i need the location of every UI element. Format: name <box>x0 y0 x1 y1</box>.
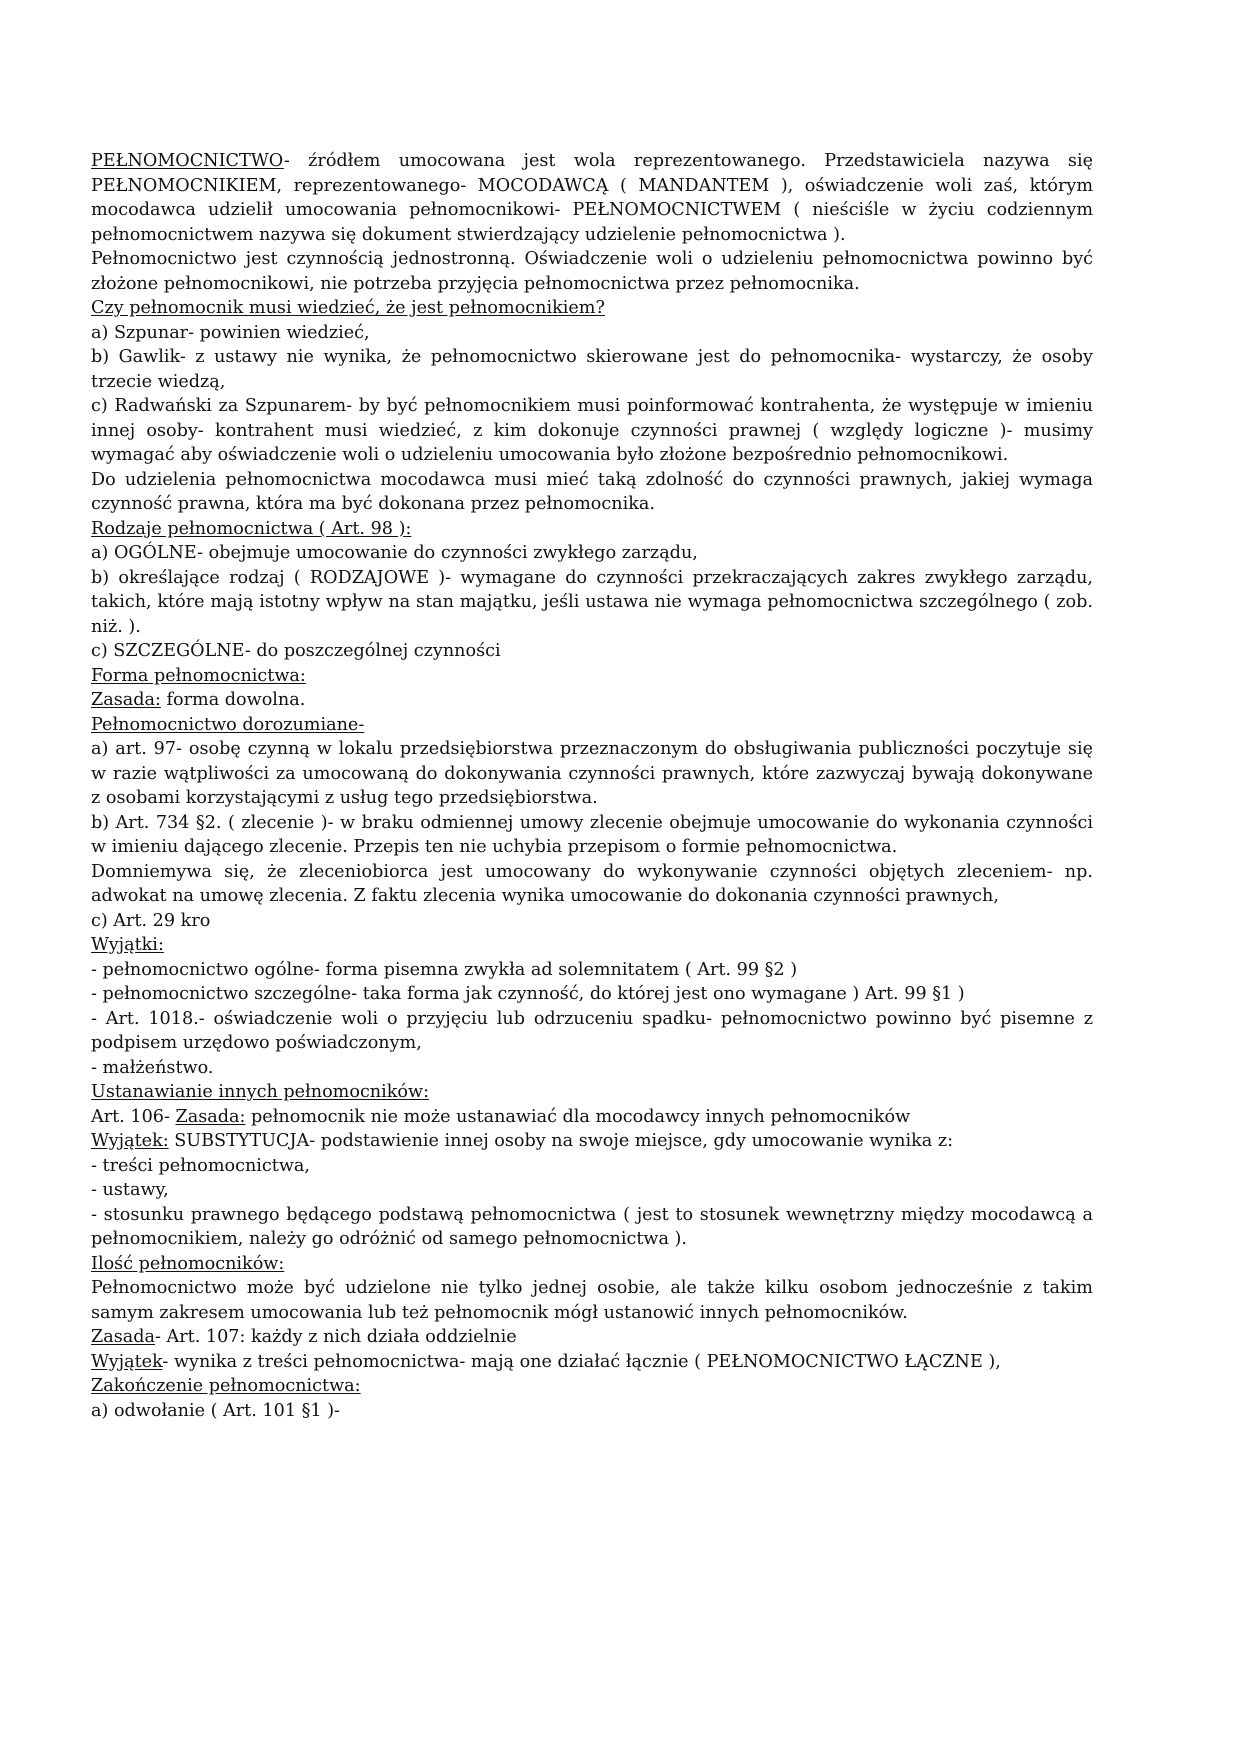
types-heading: Rodzaje pełnomocnictwa ( Art. 98 ): <box>91 518 412 539</box>
substitution-heading: Ustanawianie innych pełnomocników: <box>91 1082 430 1102</box>
substitution-exception-label: Wyjątek: <box>91 1131 169 1151</box>
implied-item-c: c) Art. 29 kro <box>91 910 211 931</box>
capacity-paragraph: Do udzielenia pełnomocnictwa mocodawca musi mieć taką zdolność do czynności prawnych, jakiej wymaga czynność prawna, która ma być dokonana przez pełnomocnika. <box>91 469 1093 514</box>
exceptions-heading: Wyjątki: <box>91 935 164 955</box>
implied-heading: Pełnomocnictwo dorozumiane- <box>91 714 365 735</box>
question-heading: Czy pełnomocnik musi wiedzieć, że jest pełnomocnikiem? <box>91 298 605 318</box>
unilateral-paragraph: Pełnomocnictwo jest czynnością jednostronną. Oświadczenie woli o udzieleniu pełnomocnictwa powinno być złożone pełnomocnikowi, nie potrzeba przyjęcia pełnomocnictwa przez pełnomocnika. <box>91 249 1093 294</box>
count-rule <box>91 1325 1093 1350</box>
intro-paragraph <box>91 149 1093 247</box>
question-item-c: c) Radwański za Szpunarem- by być pełnomocnikiem musi poinformować kontrahenta, że występuje w imieniu innej osoby- kontrahent musi wiedzieć, z kim dokonuje czynności prawnej ( względy logiczne )- musimy wymagać aby oświadczenie woli o udzieleniu umocowania było złożone bezpośrednio pełnomocnikowi. <box>91 396 1093 465</box>
substitution-rule-prefix: Art. 106- <box>91 1106 176 1127</box>
exception-item-1: - pełnomocnictwo ogólne- forma pisemna zwykła ad solemnitatem ( Art. 99 §2 ) <box>91 959 798 980</box>
exception-item-3: - Art. 1018.- oświadczenie woli o przyjęciu lub odrzuceniu spadku- pełnomocnictwo powinno być pisemne z podpisem urzędowo poświadczonym, <box>91 1008 1093 1053</box>
form-heading: Forma pełnomocnictwa: <box>91 665 306 686</box>
form-rule-text: forma dowolna. <box>160 690 306 710</box>
implied-item-a: a) art. 97- osobę czynną w lokalu przedsiębiorstwa przeznaczonym do obsługiwania publiczności poczytuje się w razie wątpliwości za umocowaną do dokonywania czynności prawnych, które zazwyczaj bywają dokonywane z osobami korzystającymi z usług tego przedsiębiorstwa. <box>91 739 1093 808</box>
types-item-c: c) SZCZEGÓLNE- do poszczególnej czynności <box>91 641 501 661</box>
count-paragraph: Pełnomocnictwo może być udzielone nie tylko jednej osobie, ale także kilku osobom jednocześnie z takim samym zakresem umocowania lub też pełnomocnik mógł ustanowić innych pełnomocników. <box>91 1278 1093 1323</box>
count-rule-label: Zasada <box>91 1327 155 1347</box>
types-item-b: b) określające rodzaj ( RODZAJOWE )- wymagane do czynności przekraczających zakres zwykłego zarządu, takich, które mają istotny wpływ na stan majątku, jeśli ustawa nie wymaga pełnomocnictwa szczególnego ( zob. niż. ). <box>91 567 1093 637</box>
exception-item-2: - pełnomocnictwo szczególne- taka forma jak czynność, do której jest ono wymagane ) Art. 99 §1 ) <box>91 984 965 1004</box>
term-pelnomocnictwo: PEŁNOMOCNICTWO <box>91 151 284 171</box>
substitution-rule-text: pełnomocnik nie może ustanawiać dla mocodawcy innych pełnomocników <box>245 1106 911 1127</box>
count-exception-label: Wyjątek <box>91 1351 163 1372</box>
question-item-b: b) Gawlik- z ustawy nie wynika, że pełnomocnictwo skierowane jest do pełnomocnika- wystarczy, że osoby trzecie wiedzą, <box>91 347 1093 392</box>
question-item-a: a) Szpunar- powinien wiedzieć, <box>91 322 370 343</box>
substitution-rule <box>91 1105 1093 1130</box>
substitution-rule-label: Zasada: <box>175 1106 246 1127</box>
count-heading: Ilość pełnomocników: <box>91 1253 285 1274</box>
substitution-exception <box>91 1129 1093 1154</box>
form-rule <box>91 688 1093 713</box>
types-item-a: a) OGÓLNE- obejmuje umocowanie do czynności zwykłego zarządu, <box>91 543 698 563</box>
substitution-item-3: - stosunku prawnego będącego podstawą pełnomocnictwa ( jest to stosunek wewnętrzny między mocodawcą a pełnomocnikiem, należy go odróżnić od samego pełnomocnictwa ). <box>91 1204 1093 1249</box>
count-rule-text: - Art. 107: każdy z nich działa oddzielnie <box>154 1327 517 1347</box>
count-exception-text: - wynika z treści pełnomocnictwa- mają one działać łącznie ( PEŁNOMOCNICTWO ŁĄCZNE ), <box>162 1351 1001 1372</box>
count-exception <box>91 1350 1093 1375</box>
exception-item-4: - małżeństwo. <box>91 1057 214 1078</box>
end-item-a: a) odwołanie ( Art. 101 §1 )- <box>91 1400 341 1421</box>
substitution-item-2: - ustawy, <box>91 1180 169 1200</box>
intro-text: - źródłem umocowana jest wola reprezentowanego. Przedstawiciela nazywa się PEŁNOMOCNIKIEM, reprezentowanego- MOCODAWCĄ ( MANDANTEM ), oświadczenie woli zaś, którym mocodawca udzielił umocowania pełnomocnikowi- PEŁNOMOCNICTWEM ( nieściśle w życiu codziennym pełnomocnictwem nazywa się dokument stwierdzający udzielenie pełnomocnictwa ). <box>91 151 1093 245</box>
end-heading: Zakończenie pełnomocnictwa: <box>91 1376 361 1396</box>
form-rule-label: Zasada: <box>91 690 161 710</box>
implied-presumption: Domniemywa się, że zleceniobiorca jest umocowany do wykonywanie czynności objętych zleceniem- np. adwokat na umowę zlecenia. Z faktu zlecenia wynika umocowanie do dokonania czynności prawnych, <box>91 861 1093 906</box>
document-body <box>91 149 1093 1423</box>
substitution-item-1: - treści pełnomocnictwa, <box>91 1155 310 1176</box>
substitution-exception-text: SUBSTYTUCJA- podstawienie innej osoby na swoje miejsce, gdy umocowanie wynika z: <box>168 1131 954 1151</box>
implied-item-b: b) Art. 734 §2. ( zlecenie )- w braku odmiennej umowy zlecenie obejmuje umocowanie do wykonania czynności w imieniu dającego zlecenie. Przepis ten nie uchybia przepisom o formie pełnomocnictwa. <box>91 812 1093 857</box>
